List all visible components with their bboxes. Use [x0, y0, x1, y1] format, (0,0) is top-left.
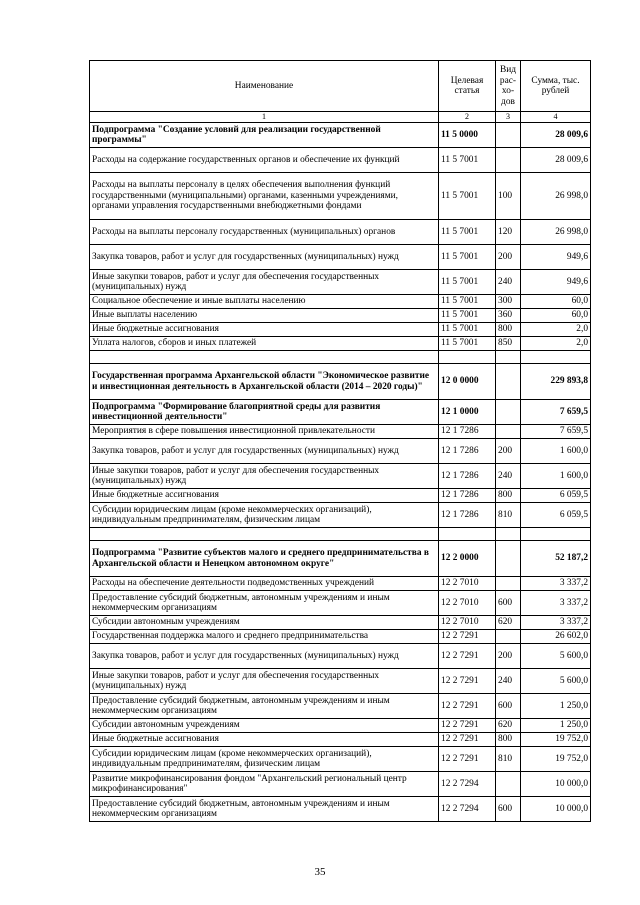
- amount-cell: 7 659,5: [521, 425, 591, 439]
- expense-type-cell: 300: [496, 295, 521, 309]
- expense-type-cell: 120: [496, 220, 521, 245]
- name-cell: Мероприятия в сфере повышения инвестиционной привлекательности: [90, 425, 439, 439]
- empty-cell: [496, 528, 521, 541]
- name-cell: Закупка товаров, работ и услуг для государственных (муниципальных) нужд: [90, 245, 439, 270]
- amount-cell: 3 337,2: [521, 591, 591, 616]
- table-row: [90, 577, 591, 591]
- table-row: [90, 400, 591, 425]
- name-cell: Иные закупки товаров, работ и услуг для обеспечения государственных (муниципальных) нужд: [90, 464, 439, 489]
- expense-type-cell: [496, 123, 521, 148]
- table-row: [90, 220, 591, 245]
- name-cell: Предоставление субсидий бюджетным, автономным учреждениям и иным некоммерческим организациям: [90, 694, 439, 719]
- target-code-cell: 12 2 7291: [439, 733, 496, 747]
- name-cell: Расходы на содержание государственных органов и обеспечение их функций: [90, 148, 439, 173]
- table-row: [90, 733, 591, 747]
- target-code-cell: 11 5 7001: [439, 173, 496, 220]
- name-cell: Подпрограмма "Создание условий для реализации государственной программы": [90, 123, 439, 148]
- name-cell: Субсидии автономным учреждениям: [90, 616, 439, 630]
- target-code-cell: 11 5 7001: [439, 309, 496, 323]
- amount-cell: 1 600,0: [521, 464, 591, 489]
- amount-cell: 229 893,8: [521, 364, 591, 400]
- name-cell: Предоставление субсидий бюджетным, автономным учреждениям и иным некоммерческим организациям: [90, 797, 439, 822]
- expense-type-cell: 850: [496, 337, 521, 351]
- name-cell: Государственная программа Архангельской области "Экономическое развитие и инвестиционная деятельность в Архангельской области (2014 – 2020 годы)": [90, 364, 439, 400]
- target-code-cell: 12 2 7294: [439, 772, 496, 797]
- amount-cell: 2,0: [521, 323, 591, 337]
- table-row: [90, 464, 591, 489]
- target-code-cell: 12 2 7294: [439, 797, 496, 822]
- amount-cell: 5 600,0: [521, 644, 591, 669]
- target-code-cell: 12 1 7286: [439, 425, 496, 439]
- spacer-row: [90, 351, 591, 364]
- name-cell: Иные закупки товаров, работ и услуг для обеспечения государственных (муниципальных) нужд: [90, 270, 439, 295]
- amount-cell: 28 009,6: [521, 148, 591, 173]
- expense-type-cell: 360: [496, 309, 521, 323]
- expense-type-cell: [496, 577, 521, 591]
- empty-cell: [521, 528, 591, 541]
- expense-type-cell: 240: [496, 464, 521, 489]
- expense-type-cell: [496, 772, 521, 797]
- table-row: [90, 591, 591, 616]
- expense-type-cell: 800: [496, 323, 521, 337]
- target-code-cell: 12 2 7010: [439, 591, 496, 616]
- name-cell: Расходы на обеспечение деятельности подведомственных учреждений: [90, 577, 439, 591]
- target-code-cell: 12 2 7291: [439, 669, 496, 694]
- name-cell: Подпрограмма "Формирование благоприятной среды для развития инвестиционной деятельности": [90, 400, 439, 425]
- table-row: [90, 747, 591, 772]
- spacer-row: [90, 528, 591, 541]
- empty-cell: [496, 351, 521, 364]
- target-code-cell: 12 2 0000: [439, 541, 496, 577]
- name-cell: Закупка товаров, работ и услуг для государственных (муниципальных) нужд: [90, 644, 439, 669]
- table-row: [90, 503, 591, 528]
- page-number: 35: [314, 866, 326, 878]
- amount-cell: 26 998,0: [521, 220, 591, 245]
- expense-type-cell: 810: [496, 747, 521, 772]
- budget-table-body: [90, 61, 591, 822]
- table-row: [90, 323, 591, 337]
- expense-type-cell: [496, 630, 521, 644]
- amount-cell: 1 250,0: [521, 719, 591, 733]
- expense-type-cell: 600: [496, 797, 521, 822]
- table-row: [90, 489, 591, 503]
- header-target: Целевая статья: [439, 61, 496, 112]
- expense-type-cell: [496, 541, 521, 577]
- table-row: [90, 245, 591, 270]
- target-code-cell: 11 5 0000: [439, 123, 496, 148]
- empty-cell: [90, 351, 439, 364]
- table-row: [90, 669, 591, 694]
- table-row: [90, 616, 591, 630]
- name-cell: Иные бюджетные ассигнования: [90, 323, 439, 337]
- expense-type-cell: [496, 148, 521, 173]
- name-cell: Иные закупки товаров, работ и услуг для обеспечения государственных (муниципальных) нужд: [90, 669, 439, 694]
- amount-cell: 19 752,0: [521, 747, 591, 772]
- amount-cell: 3 337,2: [521, 616, 591, 630]
- table-row: [90, 425, 591, 439]
- expense-type-cell: 620: [496, 719, 521, 733]
- amount-cell: 19 752,0: [521, 733, 591, 747]
- header-name: Наименование: [90, 61, 439, 112]
- amount-cell: 949,6: [521, 245, 591, 270]
- target-code-cell: 12 1 7286: [439, 464, 496, 489]
- amount-cell: 949,6: [521, 270, 591, 295]
- expense-type-cell: 240: [496, 270, 521, 295]
- amount-cell: 26 998,0: [521, 173, 591, 220]
- target-code-cell: 12 2 7010: [439, 577, 496, 591]
- table-row: [90, 337, 591, 351]
- expense-type-cell: 600: [496, 591, 521, 616]
- target-code-cell: 12 1 7286: [439, 439, 496, 464]
- empty-cell: [521, 351, 591, 364]
- target-code-cell: 12 2 7291: [439, 747, 496, 772]
- name-cell: Закупка товаров, работ и услуг для государственных (муниципальных) нужд: [90, 439, 439, 464]
- amount-cell: 3 337,2: [521, 577, 591, 591]
- name-cell: Субсидии юридическим лицам (кроме некоммерческих организаций), индивидуальным предпринимателям, физическим лицам: [90, 503, 439, 528]
- table-row: [90, 173, 591, 220]
- amount-cell: 5 600,0: [521, 669, 591, 694]
- target-code-cell: 11 5 7001: [439, 245, 496, 270]
- amount-cell: 60,0: [521, 295, 591, 309]
- expense-type-cell: 800: [496, 733, 521, 747]
- table-row: [90, 772, 591, 797]
- amount-cell: 28 009,6: [521, 123, 591, 148]
- table-row: [90, 364, 591, 400]
- table-row: [90, 644, 591, 669]
- expense-type-cell: 620: [496, 616, 521, 630]
- target-code-cell: 11 5 7001: [439, 270, 496, 295]
- target-code-cell: 11 5 7001: [439, 148, 496, 173]
- column-number: 4: [521, 112, 591, 123]
- expense-type-cell: 800: [496, 489, 521, 503]
- amount-cell: 2,0: [521, 337, 591, 351]
- expense-type-cell: 200: [496, 644, 521, 669]
- target-code-cell: 12 1 7286: [439, 489, 496, 503]
- expense-type-cell: [496, 400, 521, 425]
- name-cell: Уплата налогов, сборов и иных платежей: [90, 337, 439, 351]
- column-number: 1: [90, 112, 439, 123]
- column-number-row: [90, 112, 591, 123]
- name-cell: Субсидии юридическим лицам (кроме некоммерческих организаций), индивидуальным предпринимателям, физическим лицам: [90, 747, 439, 772]
- target-code-cell: 12 0 0000: [439, 364, 496, 400]
- table-row: [90, 630, 591, 644]
- name-cell: Иные бюджетные ассигнования: [90, 489, 439, 503]
- name-cell: Расходы на выплаты персоналу в целях обеспечения выполнения функций государственными (муниципальными) органами, казенными учреждениями, органами управления государственными внебюджетными фондами: [90, 173, 439, 220]
- expense-type-cell: 600: [496, 694, 521, 719]
- amount-cell: 1 600,0: [521, 439, 591, 464]
- target-code-cell: 11 5 7001: [439, 323, 496, 337]
- target-code-cell: 11 5 7001: [439, 295, 496, 309]
- table-row: [90, 148, 591, 173]
- amount-cell: 26 602,0: [521, 630, 591, 644]
- target-code-cell: 12 2 7291: [439, 694, 496, 719]
- name-cell: Подпрограмма "Развитие субъектов малого и среднего предпринимательства в Архангельской области и Ненецком автономном округе": [90, 541, 439, 577]
- target-code-cell: 12 2 7291: [439, 630, 496, 644]
- header-vid: Вид рас-хо-дов: [496, 61, 521, 112]
- amount-cell: 6 059,5: [521, 489, 591, 503]
- name-cell: Иные бюджетные ассигнования: [90, 733, 439, 747]
- name-cell: Предоставление субсидий бюджетным, автономным учреждениям и иным некоммерческим организациям: [90, 591, 439, 616]
- empty-cell: [439, 351, 496, 364]
- table-header-row: [90, 61, 591, 112]
- table-row: [90, 295, 591, 309]
- target-code-cell: 11 5 7001: [439, 337, 496, 351]
- name-cell: Субсидии автономным учреждениям: [90, 719, 439, 733]
- amount-cell: 1 250,0: [521, 694, 591, 719]
- amount-cell: 60,0: [521, 309, 591, 323]
- amount-cell: 7 659,5: [521, 400, 591, 425]
- expense-type-cell: [496, 425, 521, 439]
- empty-cell: [439, 528, 496, 541]
- target-code-cell: 12 1 0000: [439, 400, 496, 425]
- target-code-cell: 12 2 7291: [439, 719, 496, 733]
- target-code-cell: 12 2 7291: [439, 644, 496, 669]
- header-sum: Сумма, тыс. рублей: [521, 61, 591, 112]
- table-row: [90, 797, 591, 822]
- table-row: [90, 439, 591, 464]
- table-row: [90, 309, 591, 323]
- budget-table: [89, 60, 591, 822]
- name-cell: Социальное обеспечение и иные выплаты населению: [90, 295, 439, 309]
- target-code-cell: 12 1 7286: [439, 503, 496, 528]
- expense-type-cell: 100: [496, 173, 521, 220]
- name-cell: Государственная поддержка малого и среднего предпринимательства: [90, 630, 439, 644]
- table-row: [90, 694, 591, 719]
- table-row: [90, 541, 591, 577]
- expense-type-cell: 240: [496, 669, 521, 694]
- expense-type-cell: 200: [496, 245, 521, 270]
- column-number: 3: [496, 112, 521, 123]
- table-row: [90, 719, 591, 733]
- table-row: [90, 270, 591, 295]
- expense-type-cell: [496, 364, 521, 400]
- name-cell: Расходы на выплаты персоналу государственных (муниципальных) органов: [90, 220, 439, 245]
- amount-cell: 10 000,0: [521, 772, 591, 797]
- column-number: 2: [439, 112, 496, 123]
- target-code-cell: 12 2 7010: [439, 616, 496, 630]
- amount-cell: 6 059,5: [521, 503, 591, 528]
- amount-cell: 10 000,0: [521, 797, 591, 822]
- expense-type-cell: 200: [496, 439, 521, 464]
- empty-cell: [90, 528, 439, 541]
- expense-type-cell: 810: [496, 503, 521, 528]
- target-code-cell: 11 5 7001: [439, 220, 496, 245]
- name-cell: Развитие микрофинансирования фондом "Архангельский региональный центр микрофинансирования": [90, 772, 439, 797]
- amount-cell: 52 187,2: [521, 541, 591, 577]
- table-row: [90, 123, 591, 148]
- name-cell: Иные выплаты населению: [90, 309, 439, 323]
